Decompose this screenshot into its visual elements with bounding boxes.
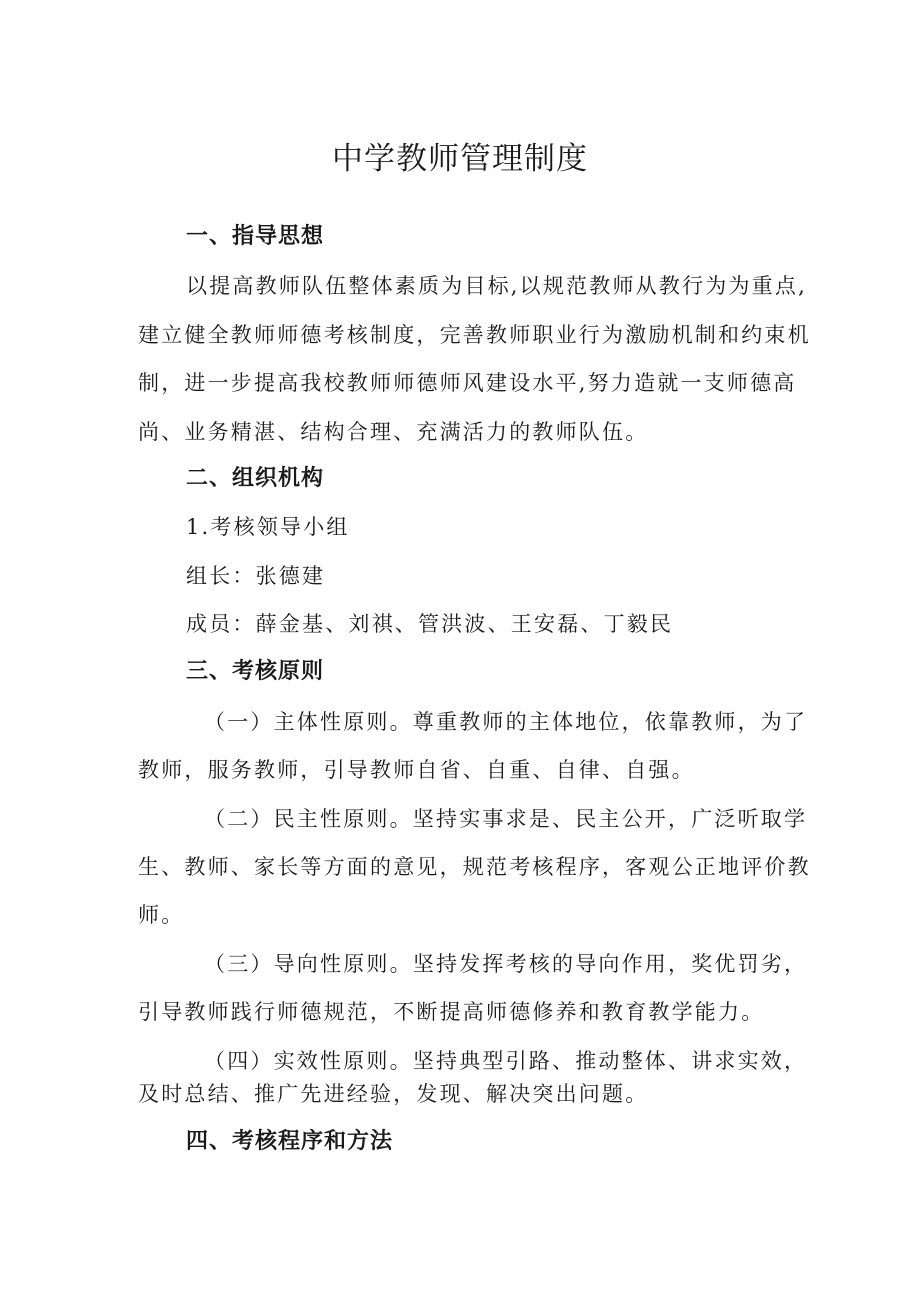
- org-leader: 组长：张德建: [186, 564, 326, 588]
- paragraph-line: 生、教师、家长等方面的意见，规范考核程序，客观公正地评价教: [138, 855, 811, 879]
- paragraph-line: （二）民主性原则。坚持实事求是、民主公开，广泛听取学: [204, 807, 808, 831]
- paragraph-line: 及时总结、推广先进经验，发现、解决突出问题。: [138, 1082, 649, 1106]
- section-heading-organization: 二、组织机构: [186, 466, 325, 491]
- paragraph-line: （三）导向性原则。坚持发挥考核的导向作用，奖优罚劣，: [204, 952, 808, 976]
- org-members: 成员：薛金基、刘祺、管洪波、王安磊、丁毅民: [186, 612, 674, 636]
- paragraph-line: 教师，服务教师，引导教师自省、自重、自律、自强。: [138, 758, 695, 782]
- section-heading-principles: 三、考核原则: [186, 659, 325, 684]
- paragraph-line: 制，进一步提高我校教师师德师风建设水平,努力造就一支师德高: [138, 371, 797, 395]
- paragraph-line: 尚、业务精湛、结构合理、充满活力的教师队伍。: [138, 420, 649, 444]
- paragraph-line: 以提高教师队伍整体素质为目标,以规范教师从教行为为重点,: [186, 274, 807, 298]
- paragraph-line: 建立健全教师师德考核制度，完善教师职业行为激励机制和约束机: [138, 323, 811, 347]
- section-heading-guiding-ideology: 一、指导思想: [186, 224, 325, 249]
- org-group-name: 1.考核领导小组: [186, 515, 350, 539]
- paragraph-line: 师。: [138, 903, 185, 927]
- paragraph-line: 引导教师践行师德规范，不断提高师德修养和教育教学能力。: [138, 1000, 765, 1024]
- paragraph-line: （四）实效性原则。坚持典型引路、推动整体、讲求实效，: [204, 1049, 808, 1073]
- paragraph-line: （一）主体性原则。尊重教师的主体地位，依靠教师，为了: [204, 710, 808, 734]
- document-title: 中学教师管理制度: [332, 141, 588, 177]
- section-heading-procedure: 四、考核程序和方法: [186, 1129, 394, 1154]
